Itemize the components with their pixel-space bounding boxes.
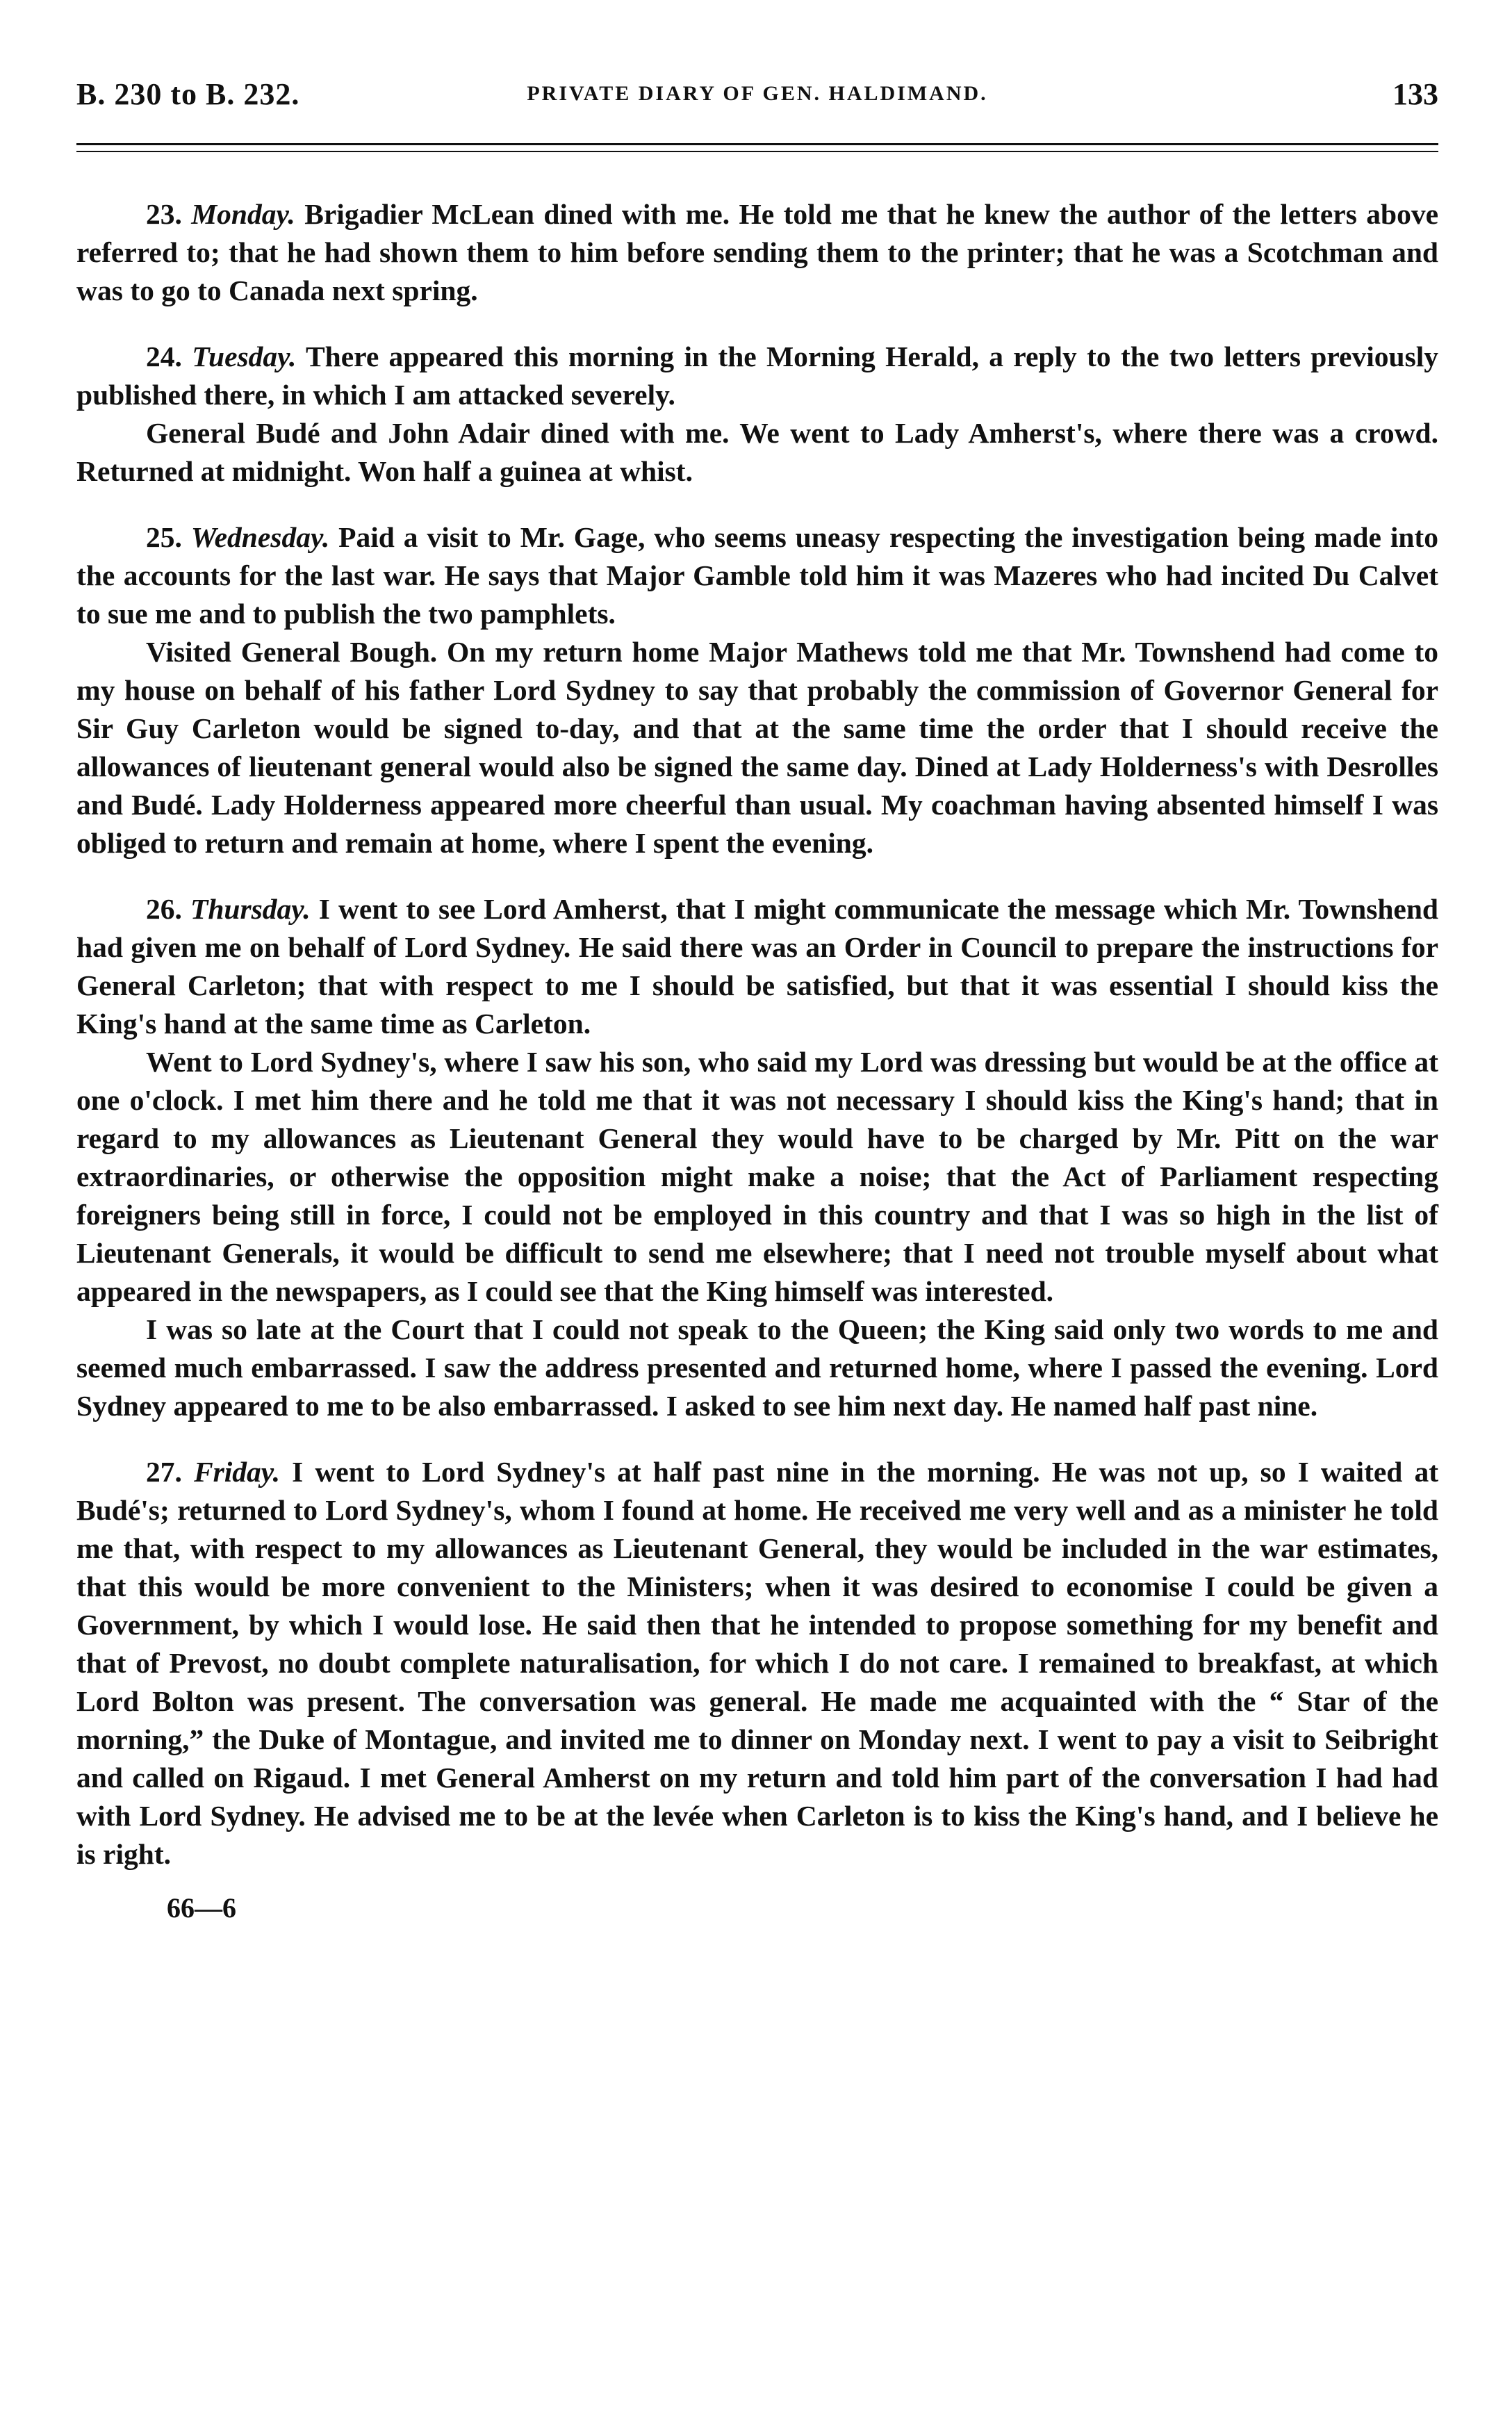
entry-paragraph [76,1311,1438,1425]
entry-number: 25. [146,521,182,553]
entry-text: Went to Lord Sydney's, where I saw his son, who said my Lord was dressing but would be at the office at one o'clock. I met him there and he told me that it was not necessary I should kiss the King's hand; that in regard to my allowances as Lieutenant General they would have to be charged by Mr. Pitt on the war extraordinaries, or otherwise the opposition might make a noise; that the Act of Parliament respecting foreigners being still in force, I could not be employed in this country and that I was so high in the list of Lieutenant Generals, it would be difficult to send me elsewhere; that I need not trouble myself about what appeared in the newspapers, as I could see that the King himself was interested. [76,1046,1438,1307]
entry-text: I went to Lord Sydney's at half past nine in the morning. He was not up, so I waited at Budé's; returned to Lord Sydney's, whom I found at home. He received me very well and as a minister he told me that, with respect to my allowances as Lieutenant General, they would be included in the war estimates, that this would be more convenient to the Ministers; when it was desired to economise I could be given a Government, by which I would lose. He said then that he intended to propose something for my benefit and that of Prevost, no doubt complete naturalisation, for which I do not care. I remained to breakfast, at which Lord Bolton was present. The conversation was general. He made me acquainted with the “ Star of the morning,” the Duke of Montague, and invited me to dinner on Monday next. I went to pay a visit to Seibright and called on Rigaud. I met General Amherst on my return and told him part of the conversation I had had with Lord Sydney. He advised me to be at the levée when Carleton is to kiss the King's hand, and I believe he is right. [76,1456,1439,1870]
diary-entry-27 [76,1453,1438,1873]
header-range: B. 230 to B. 232. [76,77,300,111]
entry-paragraph [76,1453,1438,1873]
entry-paragraph [76,518,1438,633]
entry-day: Thursday. [190,893,311,925]
document-page [76,76,1438,1924]
running-header [76,76,1438,118]
entry-paragraph [76,890,1438,1043]
entry-number: 27. [146,1456,182,1488]
entry-number: 24. [146,341,182,372]
entry-text: There appeared this morning in the Morning Herald, a reply to the two letters previously published there, in which I am attacked severely. [76,341,1438,411]
entry-paragraph [76,414,1438,491]
entry-text: General Budé and John Adair dined with me. We went to Lady Amherst's, where there was a crowd. Returned at midnight. Won half a guinea at whist. [76,417,1438,487]
header-rule [76,143,1438,152]
entry-text: I was so late at the Court that I could not speak to the Queen; the King said only two words to me and seemed much embarrassed. I saw the address presented and returned home, where I passed the evening. Lord Sydney appeared to me to be also embarrassed. I asked to see him next day. He named half past nine. [76,1313,1438,1422]
entry-day: Tuesday. [192,341,297,372]
signature-mark: 66—6 [167,1892,236,1923]
entry-day: Friday. [193,1456,281,1488]
diary-entry-26 [76,890,1438,1425]
entry-text: Brigadier McLean dined with me. He told me that he knew the author of the letters above referred to; that he had shown them to him before sending them to the printer; that he was a Scotchman and was to go to Canada next spring. [76,198,1439,306]
entry-paragraph [76,633,1438,862]
entry-paragraph [76,338,1438,414]
diary-entries [76,195,1438,1873]
entry-number: 26. [146,893,182,925]
entry-number: 23. [146,198,182,230]
entry-text: Visited General Bough. On my return home Major Mathews told me that Mr. Townshend had come to my house on behalf of his father Lord Sydney to say that probably the commission of Governor General for Sir Guy Carleton would be signed to-day, and that at the same time the order that I should receive the allowances of lieutenant general would also be signed the same day. Dined at Lady Holderness's with Desrolles and Budé. Lady Holderness appeared more cheerful than usual. My coachman having absented himself I was obliged to return and remain at home, where I spent the evening. [76,636,1438,859]
diary-entry-23 [76,195,1438,310]
entry-day: Monday. [191,198,295,230]
page-number: 133 [1392,77,1438,111]
entry-paragraph [76,195,1438,310]
diary-entry-24 [76,338,1438,491]
entry-paragraph [76,1043,1438,1311]
entry-text: I went to see Lord Amherst, that I might communicate the message which Mr. Townshend had given me on behalf of Lord Sydney. He said there was an Order in Council to prepare the instructions for General Carleton; that with respect to me I should be satisfied, but that it was essential I should kiss the King's hand at the same time as Carleton. [76,893,1439,1040]
entry-text: Paid a visit to Mr. Gage, who seems uneasy respecting the investigation being made into the accounts for the last war. He says that Major Gamble told him it was Mazeres who had incited Du Calvet to sue me and to publish the two pamphlets. [76,521,1438,630]
entry-day: Wednesday. [190,521,330,553]
diary-entry-25 [76,518,1438,862]
header-title: PRIVATE DIARY OF GEN. HALDIMAND. [527,82,988,105]
